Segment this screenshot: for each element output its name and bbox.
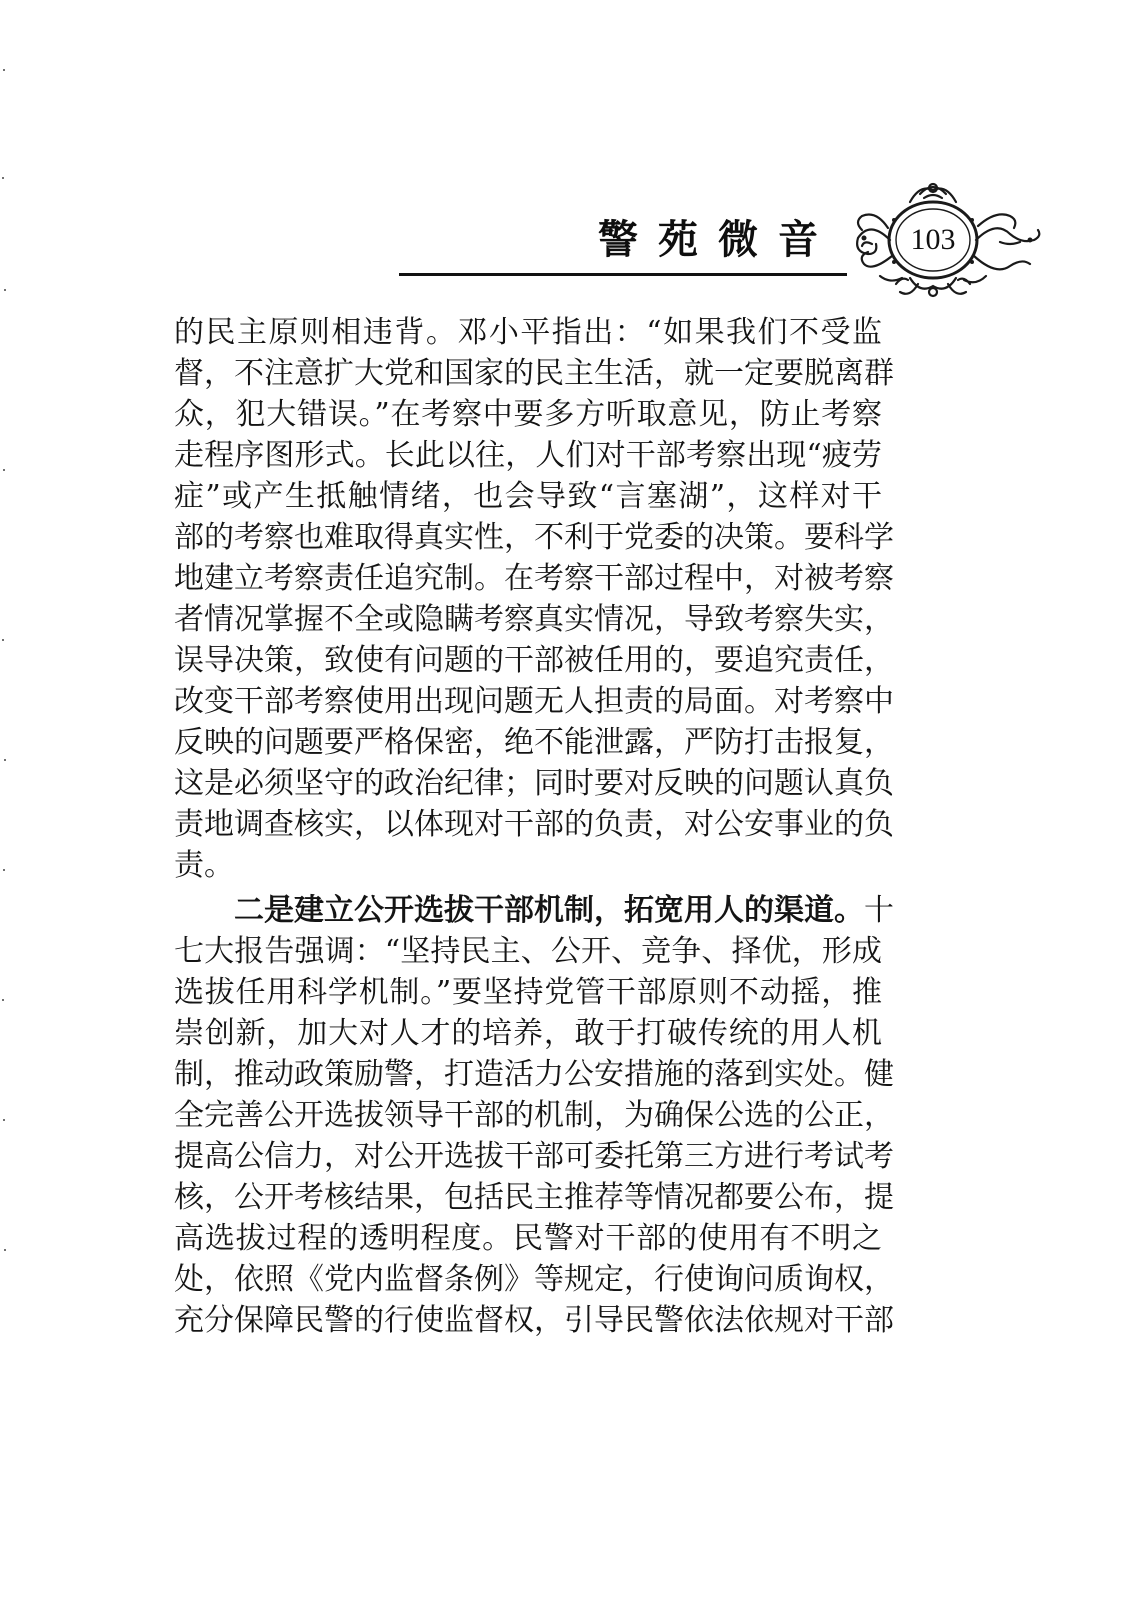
running-header-title: 警苑微音: [598, 216, 838, 263]
text-line: 走程序图形式。长此以往，人们对干部考察出现“疲劳: [174, 438, 882, 473]
text-line: 崇创新，加大对人才的培养，敢于打破传统的用人机: [174, 1016, 882, 1051]
text-line: 地建立考察责任追究制。在考察干部过程中，对被考察: [174, 561, 894, 596]
text-line: 高选拔过程的透明程度。民警对干部的使用有不明之: [174, 1221, 882, 1256]
text-line: 充分保障民警的行使监督权，引导民警依法依规对干部: [174, 1303, 894, 1338]
bold-lead-sentence: 二是建立公开选拔干部机制，拓宽用人的渠道。: [234, 893, 864, 928]
text-line: 七大报告强调：“坚持民主、公开、竞争、择优，形成: [174, 934, 882, 969]
text-line: 提高公信力，对公开选拔干部可委托第三方进行考试考: [174, 1139, 894, 1174]
text-line: 这是必须坚守的政治纪律；同时要对反映的问题认真负: [174, 766, 894, 801]
text-line: 众，犯大错误。”在考察中要多方听取意见，防止考察: [174, 397, 882, 432]
lead-line-rest: 十: [864, 893, 894, 928]
text-line: 部的考察也难取得真实性，不利于党委的决策。要科学: [174, 520, 894, 555]
header-rule: [399, 273, 847, 276]
text-line: 责。: [174, 848, 234, 883]
text-line: 责地调查核实，以体现对干部的负责，对公安事业的负: [174, 807, 894, 842]
text-line: 改变干部考察使用出现问题无人担责的局面。对考察中: [174, 684, 894, 719]
text-line: 误导决策，致使有问题的干部被任用的，要追究责任，: [174, 643, 894, 678]
text-line: 制，推动政策励警，打造活力公安措施的落到实处。健: [174, 1057, 894, 1092]
text-line: 核，公开考核结果，包括民主推荐等情况都要公布，提: [174, 1180, 894, 1215]
text-line: 反映的问题要严格保密，绝不能泄露，严防打击报复，: [174, 725, 894, 760]
text-line: 选拔任用科学机制。”要坚持党管干部原则不动摇，推: [174, 975, 882, 1010]
body-text: [174, 312, 894, 1341]
text-line: 者情况掌握不全或隐瞒考察真实情况，导致考察失实，: [174, 602, 894, 637]
text-line: 督，不注意扩大党和国家的民主生活，就一定要脱离群: [174, 356, 894, 391]
paragraph-first-line: [174, 890, 894, 931]
text-line: 症”或产生抵触情绪，也会导致“言塞湖”，这样对干: [174, 479, 882, 514]
text-line: 处，依照《党内监督条例》等规定，行使询问质询权，: [174, 1262, 894, 1297]
page-number: 103: [910, 223, 956, 256]
scan-edge-marks: [0, 0, 10, 1600]
text-line: 全完善公开选拔领导干部的机制，为确保公选的公正，: [174, 1098, 894, 1133]
text-line: 的民主原则相违背。邓小平指出：“如果我们不受监: [174, 315, 882, 350]
